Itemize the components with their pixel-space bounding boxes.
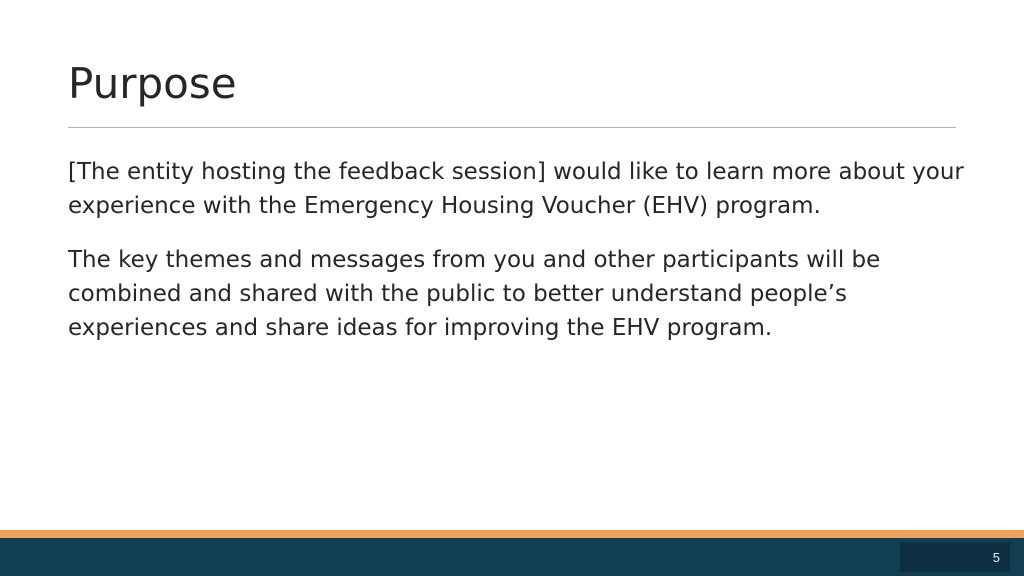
slide-body — [68, 155, 968, 365]
title-divider — [68, 127, 956, 128]
slide-title: Purpose — [68, 59, 237, 108]
footer-accent-stripe — [0, 530, 1024, 538]
body-paragraph-1: [The entity hosting the feedback session] would like to learn more about your experience with the Emergency Housing Voucher (EHV) program. — [68, 159, 964, 219]
footer-bar — [0, 538, 1024, 576]
page-number: 5 — [992, 550, 1000, 565]
body-paragraph-2: The key themes and messages from you and other participants will be combined and shared with the public to better understand people’s experiences and share ideas for improving the EHV program. — [68, 247, 881, 341]
